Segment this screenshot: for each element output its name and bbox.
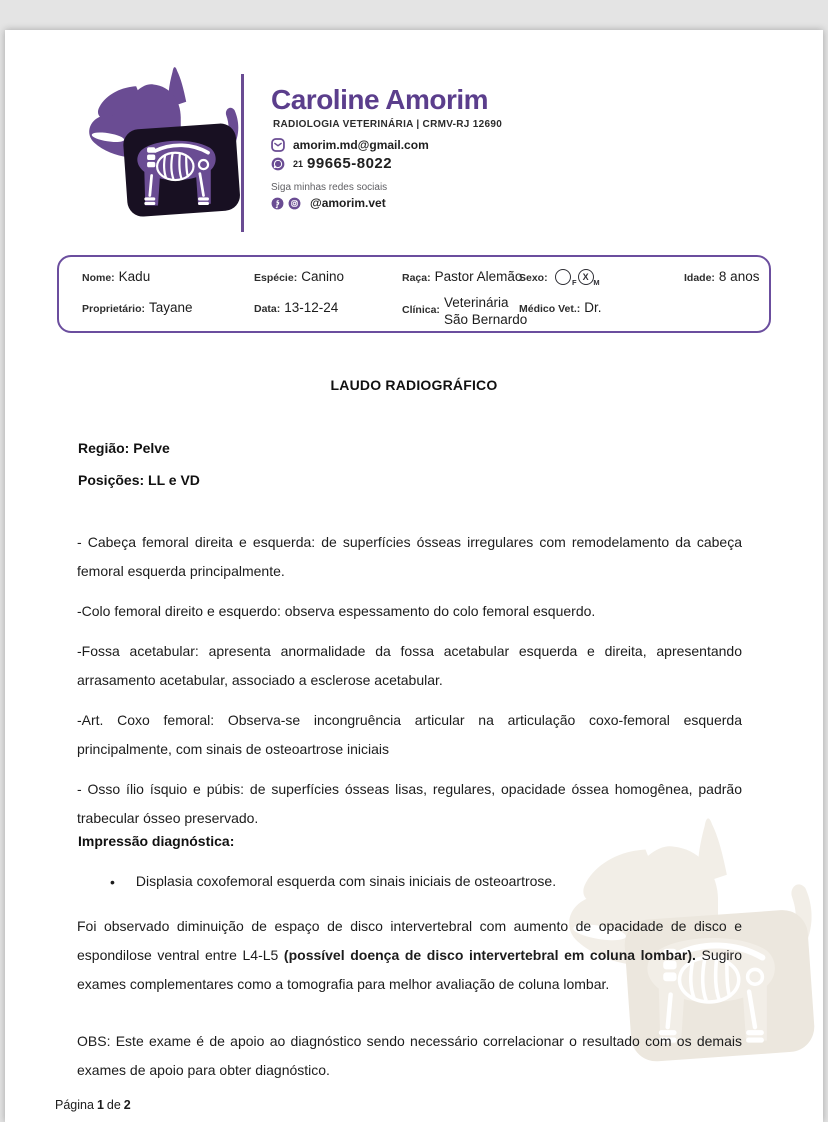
data-value: 13-12-24: [284, 300, 339, 315]
page-footer: [55, 1098, 134, 1112]
obs-paragraph: OBS: Este exame é de apoio ao diagnóstico sendo necessário correlacionar o resultado com os demais exames de apoio para obter diagnóstico.: [77, 1033, 742, 1078]
note-text-start: Foi observado diminuição de espaço de disco intervertebral com aumento de opacidade de disco e espondilose ventral entre L4-L5: [77, 918, 742, 963]
idade-value: 8 anos: [718, 269, 760, 284]
vet-credentials: RADIOLOGIA VETERINÁRIA | CRMV-RJ 12690: [273, 119, 503, 130]
facebook-icon: [271, 197, 284, 210]
raca-value: Pastor Alemão: [434, 269, 523, 284]
medico-label: Médico Vet.:: [519, 303, 581, 315]
finding-paragraph: - Cabeça femoral direita e esquerda: de superfícies ósseas irregulares com remodelamento da cabeça femoral esquerda principalmente.: [77, 534, 742, 579]
data-label: Data:: [254, 303, 281, 315]
whatsapp-icon: [271, 157, 285, 171]
page-number: 1: [96, 1098, 104, 1112]
pagina-label: Página: [55, 1098, 94, 1112]
instagram-icon: [288, 197, 301, 210]
finding-paragraph: -Art. Coxo femoral: Observa-se incongruência articular na articulação coxo-femoral esquerda principalmente, com sinais de osteoartrose iniciais: [77, 712, 742, 757]
note-paragraph: [77, 912, 742, 999]
clinica-label: Clínica:: [402, 304, 440, 316]
social-caption: Siga minhas redes sociais: [271, 182, 388, 193]
raca-label: Raça:: [402, 272, 431, 284]
phone-number: 99665-8022: [307, 155, 393, 172]
report-page: [5, 30, 823, 1122]
field-medico: [519, 300, 602, 315]
field-proprietario: [82, 300, 193, 315]
impressao-bullet-item: [110, 873, 740, 891]
sexo-female-radio: [555, 269, 577, 287]
patient-info-box: [57, 255, 771, 333]
posicoes-line: Posições: LL e VD: [78, 472, 200, 488]
clinica-value: Veterinária São Bernardo: [443, 295, 528, 327]
sexo-options: [555, 269, 600, 287]
field-raca: [402, 269, 522, 284]
phone-area-code: 21: [293, 158, 304, 169]
proprietario-value: Tayane: [149, 300, 193, 315]
email-text: amorim.md@gmail.com: [293, 138, 429, 152]
field-clinica: [402, 295, 534, 329]
total-pages: 2: [123, 1098, 131, 1112]
nome-value: Kadu: [118, 269, 151, 284]
findings-section: [77, 528, 742, 844]
phone-row: [271, 155, 392, 172]
dog-xray-logo-icon: [67, 60, 249, 230]
field-especie: [254, 269, 344, 284]
regiao-line: Região: Pelve: [78, 440, 170, 456]
field-sexo: [519, 269, 600, 287]
idade-label: Idade:: [684, 272, 715, 284]
header-divider: [241, 74, 244, 232]
sexo-male-label: M: [593, 278, 600, 287]
social-handle: @amorim.vet: [310, 196, 386, 210]
email-row: [271, 138, 429, 152]
especie-value: Canino: [301, 269, 344, 284]
bullet-marker: •: [110, 874, 115, 890]
report-title: LAUDO RADIOGRÁFICO: [330, 377, 498, 393]
bullet-text: Displasia coxofemoral esquerda com sinais iniciais de osteoartrose.: [135, 873, 557, 889]
sexo-male-mark: X: [582, 272, 589, 282]
sexo-label: Sexo:: [519, 272, 548, 284]
finding-paragraph: -Fossa acetabular: apresenta anormalidade da fossa acetabular esquerda e direita, apresentando arrasamento acetabular, associado a esclerose acetabular.: [77, 643, 742, 688]
nome-label: Nome:: [82, 272, 115, 284]
proprietario-label: Proprietário:: [82, 303, 146, 315]
especie-label: Espécie:: [254, 272, 298, 284]
finding-paragraph: - Osso ílio ísquio e púbis: de superfícies ósseas lisas, regulares, opacidade óssea homogênea, padrão trabecular ósseo preservado.: [77, 781, 742, 826]
email-icon: [271, 138, 285, 152]
vet-name: Caroline Amorim: [271, 84, 489, 115]
field-idade: [684, 269, 759, 284]
social-row: [271, 196, 386, 210]
de-label: de: [106, 1098, 121, 1112]
sexo-male-radio: [578, 269, 600, 287]
sexo-female-label: F: [572, 278, 577, 287]
field-nome: [82, 269, 150, 284]
finding-paragraph: -Colo femoral direito e esquerdo: observa espessamento do colo femoral esquerdo.: [77, 603, 596, 619]
field-data: [254, 300, 338, 315]
impressao-heading: Impressão diagnóstica:: [78, 833, 235, 849]
medico-value: Dr.: [584, 300, 602, 315]
note-text-end: Sugiro exames complementares como a tomografia para melhor avaliação de coluna lombar.: [77, 947, 742, 992]
note-text-bold: (possível doença de disco intervertebral em coluna lombar).: [283, 947, 696, 963]
